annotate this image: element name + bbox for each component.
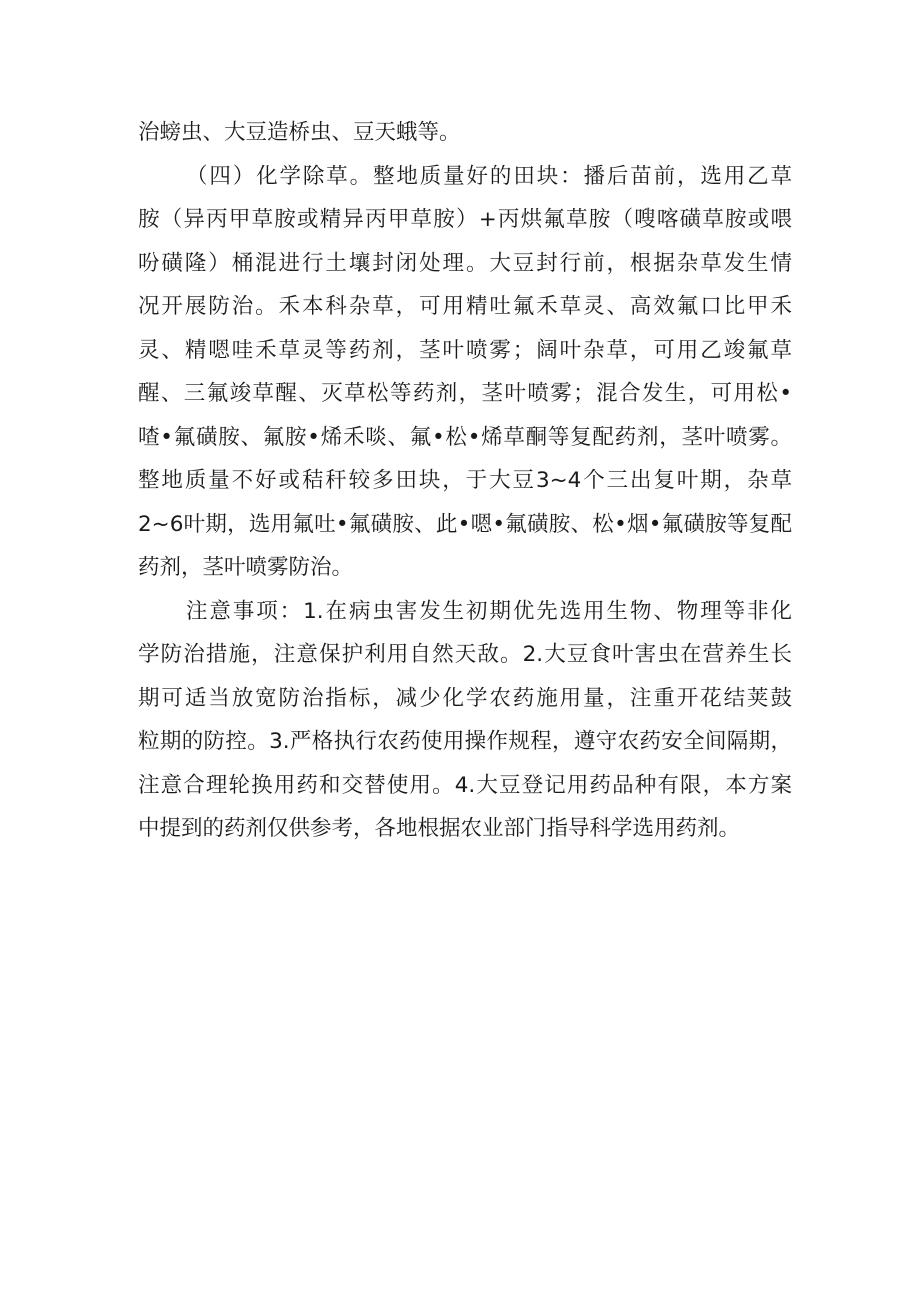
text-line: 醒、三氟竣草醒、灭草松等药剂，茎叶喷雾；混合发生，可用松• <box>138 381 792 406</box>
text-line: （四）化学除草。整地质量好的田块：播后苗前，选用乙草 <box>186 163 792 189</box>
text-line: 整地质量不好或秸秆较多田块，于大豆3~4个三出复叶期，杂草 <box>138 468 792 493</box>
text-line: 况开展防治。禾本科杂草，可用精吐氟禾草灵、高效氟口比甲禾 <box>138 294 792 319</box>
text-line: 喳•氟磺胺、氟胺•烯禾啖、氟•松•烯草酮等复配药剂，茎叶喷雾。 <box>138 424 792 450</box>
paragraph-chemical-weeding <box>138 155 792 590</box>
paragraph-pest-continuation <box>138 111 792 155</box>
text-line: 灵、精嗯哇禾草灵等药剂，茎叶喷雾；阔叶杂草，可用乙竣氟草 <box>138 337 792 363</box>
text-line: 注意合理轮换用药和交替使用。4.大豆登记用药品种有限，本方案 <box>138 772 792 798</box>
text-line: 治螃虫、大豆造桥虫、豆天蛾等。 <box>138 120 461 145</box>
body-text <box>138 111 792 851</box>
text-line: 吩磺隆）桶混进行土壤封闭处理。大豆封行前，根据杂草发生情 <box>138 250 792 276</box>
text-line: 粒期的防控。3.严格执行农药使用操作规程，遵守农药安全间隔期， <box>138 729 792 754</box>
text-line: 期可适当放宽防治指标，减少化学农药施用量，注重开花结荚鼓 <box>138 685 792 711</box>
text-line: 2~6叶期，选用氟吐•氟磺胺、此•嗯•氟磺胺、松•烟•氟磺胺等复配 <box>138 511 792 537</box>
text-line: 胺（异丙甲草胺或精异丙甲草胺）+丙烘氟草胺（嗖喀磺草胺或喂 <box>138 207 792 232</box>
text-line: 中提到的药剂仅供参考，各地根据农业部门指导科学选用药剂。 <box>138 816 741 841</box>
text-line: 药剂，茎叶喷雾防治。 <box>138 555 354 580</box>
paragraph-precautions <box>138 590 792 851</box>
text-line: 注意事项：1.在病虫害发生初期优先选用生物、物理等非化 <box>186 598 792 624</box>
text-line: 学防治措施，注意保护利用自然天敌。2.大豆食叶害虫在营养生长 <box>138 642 792 667</box>
